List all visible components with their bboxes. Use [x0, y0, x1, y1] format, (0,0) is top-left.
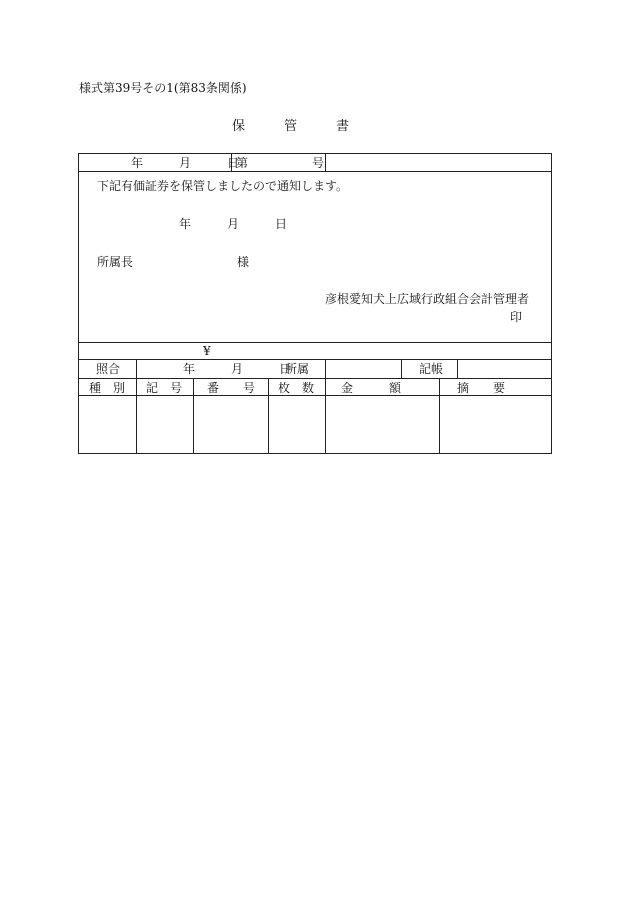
- col-divider: [325, 378, 326, 453]
- col-divider: [136, 378, 137, 453]
- row-divider: [79, 395, 551, 396]
- col-divider: [439, 378, 440, 453]
- column-header-symbol: 記 号: [146, 381, 183, 395]
- custody-form-table: [78, 153, 552, 454]
- yen-symbol: ¥: [203, 344, 211, 358]
- form-number-label: 様式第39号その1(第83条関係): [79, 81, 247, 95]
- col-divider: [193, 378, 194, 453]
- col-divider: [325, 154, 326, 171]
- row-divider: [79, 342, 551, 343]
- col-divider: [457, 359, 458, 378]
- seal-mark: 印: [510, 310, 523, 324]
- department-label: 所属: [285, 362, 310, 376]
- col-divider: [401, 359, 402, 378]
- col-divider: [268, 378, 269, 453]
- col-divider: [325, 359, 326, 378]
- recipient-suffix: 様: [237, 255, 250, 269]
- notice-date: 年 月 日: [179, 217, 288, 231]
- header-date: 年 月 日: [131, 156, 240, 170]
- document-title: 保 管 書: [232, 119, 350, 134]
- column-header-remarks: 摘 要: [457, 381, 506, 395]
- number-prefix: 第: [236, 156, 249, 170]
- check-label: 照合: [96, 362, 121, 376]
- column-header-number: 番 号: [207, 381, 256, 395]
- row-divider: [79, 359, 551, 360]
- ledger-label: 記帳: [419, 362, 444, 376]
- notice-text: 下記有価証券を保管しましたので通知します。: [97, 179, 349, 193]
- recipient-label: 所属長: [97, 255, 134, 269]
- check-date: 年 月 日: [183, 362, 292, 376]
- column-header-type: 種 別: [89, 381, 126, 395]
- row-divider: [79, 378, 551, 379]
- column-header-amount: 金 額: [341, 381, 402, 395]
- issuer-name: 彦根愛知犬上広域行政組合会計管理者: [325, 292, 530, 306]
- row-divider: [79, 171, 551, 172]
- col-divider: [136, 359, 137, 378]
- column-header-count: 枚 数: [278, 381, 315, 395]
- number-suffix: 号: [312, 156, 325, 170]
